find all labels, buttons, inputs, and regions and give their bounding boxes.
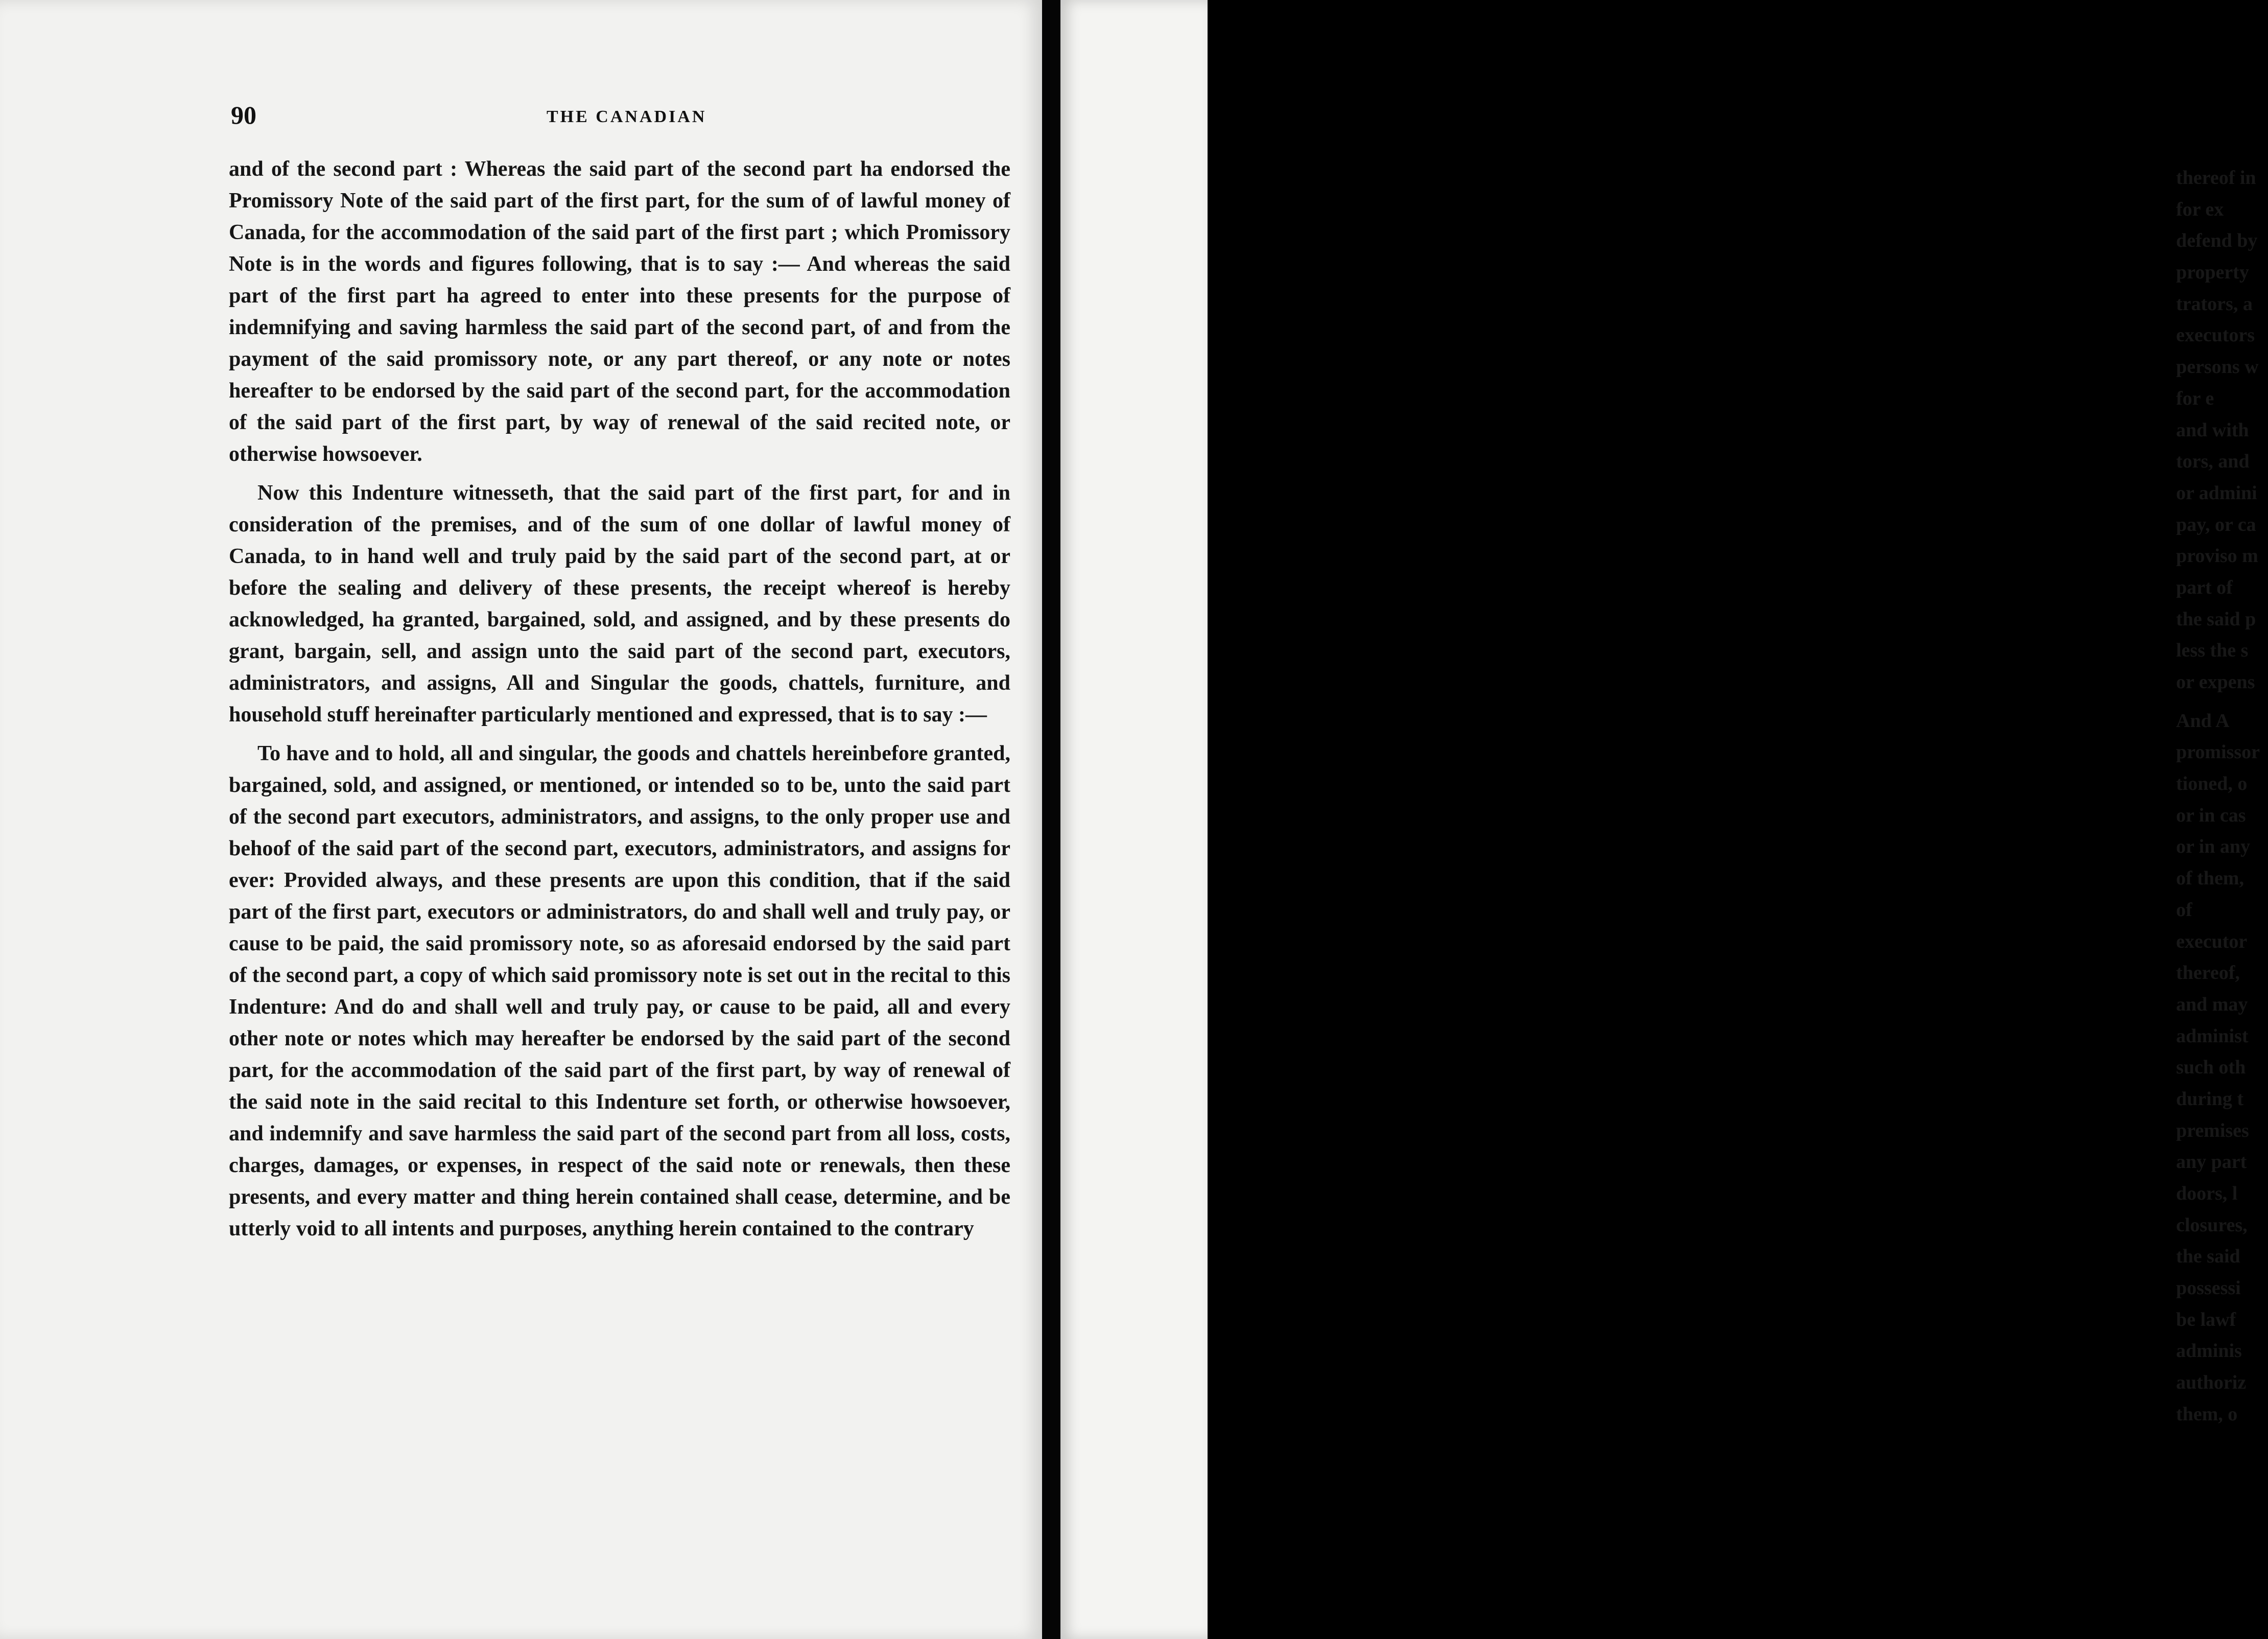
right-page-line: authoriz [2176, 1372, 2247, 1394]
right-page-line: or admini [2176, 482, 2257, 504]
right-page-line: thereof, [2176, 962, 2240, 984]
right-page-line: of [2176, 899, 2192, 921]
paragraph-recitals: and of the second part : Whereas the said part of the second part ha endorsed the Promissory Note of the said part of the first part, for the sum of of lawful money of Canada, for the accommodation of the said part of the first part ; which Promissory Note is in the words and figures following, that is to say :— And whereas the said part of the first part ha agreed to enter into these presents for the purpose of indemnifying and saving harmless the said part of the second part, of and from the payment of the said promissory note, or any part thereof, or any note or notes hereafter to be endorsed by the said part of the second part, for the accommodation of the said part of the first part, by way of renewal of the said recited note, or otherwise howsoever. [229, 157, 1010, 466]
right-page-line: And A [2176, 710, 2230, 732]
running-head: THE CANADIAN [547, 107, 707, 126]
right-page-line: and may [2176, 993, 2248, 1015]
right-page-line: pay, or ca [2176, 513, 2256, 535]
right-page-line: closures, [2176, 1214, 2248, 1236]
right-page-line: premises [2176, 1119, 2249, 1141]
right-page-line: of them, [2176, 868, 2244, 889]
right-page-line: the said p [2176, 608, 2256, 630]
right-page-line: or in cas [2176, 804, 2246, 826]
right-page-line: for ex [2176, 198, 2224, 220]
right-page-line: tors, and [2176, 451, 2250, 473]
right-page-line: persons w [2176, 356, 2259, 378]
right-page-line: trators, a [2176, 293, 2253, 315]
right-page-line: executor [2176, 930, 2248, 952]
right-page-line: defend by [2176, 230, 2258, 252]
right-page-line: such oth [2176, 1057, 2246, 1079]
right-page-line: thereof in [2176, 167, 2256, 189]
right-page-line: for e [2176, 387, 2214, 409]
right-page-line: be lawf [2176, 1308, 2236, 1330]
right-page-line: possessi [2176, 1277, 2241, 1299]
left-page [0, 0, 1042, 1639]
right-page-line: proviso m [2176, 545, 2258, 567]
right-page-line: administ [2176, 1025, 2249, 1047]
right-page-line: and with [2176, 419, 2249, 441]
right-page-line: during t [2176, 1088, 2243, 1110]
book-gutter [1042, 0, 1060, 1639]
right-page-line: promissor [2176, 741, 2260, 763]
right-page-line: less the s [2176, 640, 2249, 662]
right-page-line: doors, l [2176, 1183, 2238, 1204]
paragraph-habendum: To have and to hold, all and singular, the goods and chattels hereinbefore granted, bargained, sold, and assigned, or mentioned, or intended so to be, unto the said part of the second part executors, administrators, and assigns, to the only proper use and behoof of the said part of the second part, executors, administrators, and assigns for ever: Provided always, and these presents are upon this condition, that if the said part of the first part, executors or administrators, do and shall well and truly pay, or cause to be paid, the said promissory note, so as aforesaid endorsed by the said part of the second part, a copy of which said promissory note is set out in the recital to this Indenture: And do and shall well and truly pay, or cause to be paid, all and every other note or notes which may hereafter be endorsed by the said part of the second part, for the accommodation of the said part of the first part, by way of renewal of the said note in the said recital to this Indenture set forth, or otherwise howsoever, and indemnify and save harmless the said part of the second part from all loss, costs, charges, damages, or expenses, in respect of the said note or renewals, then these presents, and every matter and thing herein contained shall cease, determine, and be utterly void to all intents and purposes, anything herein contained to the contrary [229, 742, 1010, 1240]
paragraph-witnesseth: Now this Indenture witnesseth, that the said part of the first part, for and in consideration of the premises, and of the sum of one dollar of lawful money of Canada, to in hand well and truly paid by the said part of the second part, at or before the sealing and delivery of these presents, the receipt whereof is hereby acknowledged, ha granted, bargained, sold, and assigned, and by these presents do grant, bargain, sell, and assign unto the said part of the second part, executors, administrators, and assigns, All and Singular the goods, chattels, furniture, and household stuff hereinafter particularly mentioned and expressed, that is to say :— [229, 481, 1010, 727]
right-page-line: the said [2176, 1246, 2240, 1268]
right-page-line: adminis [2176, 1340, 2242, 1362]
right-page-line: tioned, o [2176, 773, 2248, 795]
right-page-line: executors [2176, 324, 2255, 346]
right-page-line: or in any [2176, 836, 2251, 858]
body-text [229, 153, 1010, 1245]
right-page-line: any part [2176, 1151, 2247, 1173]
right-page-text [2176, 162, 2268, 1431]
page-number: 90 [231, 101, 256, 129]
right-page-line: them, o [2176, 1403, 2238, 1425]
right-page-line: property [2176, 262, 2249, 284]
right-page-line: part of [2176, 576, 2233, 598]
right-page [1060, 0, 2260, 1639]
right-page-line: or expens [2176, 671, 2255, 693]
